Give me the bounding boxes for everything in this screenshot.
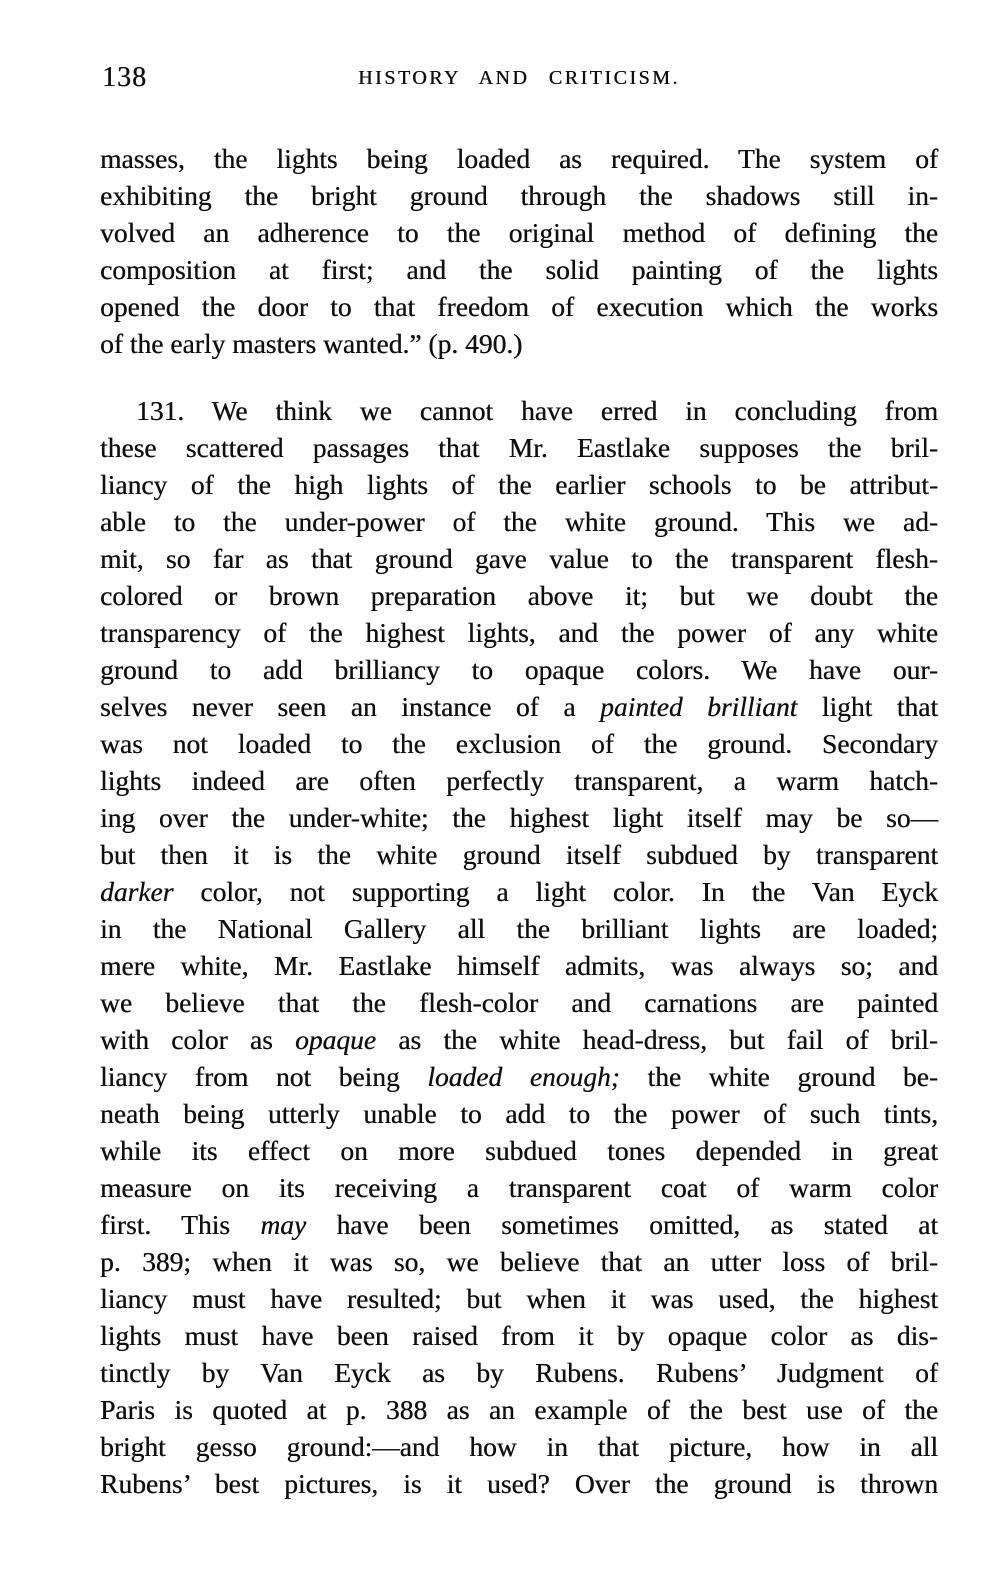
italic-text-segment: opaque	[295, 1024, 376, 1055]
text-segment: colored or brown preparation above it; but we doubt the	[100, 580, 938, 611]
text-line	[100, 1317, 938, 1354]
running-head: HISTORY AND CRITICISM.	[358, 67, 680, 89]
text-line	[100, 392, 938, 429]
text-segment: with color as	[100, 1024, 296, 1055]
italic-text-segment: loaded enough;	[427, 1061, 620, 1092]
text-segment: exhibiting the bright ground through the shadows still in-	[100, 180, 938, 211]
text-segment: lights indeed are often perfectly transparent, a warm hatch-	[100, 765, 938, 796]
text-line	[100, 1354, 938, 1391]
text-line	[100, 288, 938, 325]
text-line	[100, 140, 938, 177]
text-segment: p. 389; when it was so, we believe that an utter loss of bril-	[100, 1246, 938, 1277]
text-line	[100, 577, 938, 614]
text-segment: composition at first; and the solid painting of the lights	[100, 254, 938, 285]
text-segment: measure on its receiving a transparent coat of warm color	[100, 1172, 938, 1203]
text-segment: we believe that the flesh-color and carnations are painted	[100, 987, 938, 1018]
text-segment: able to the under-power of the white ground. This we ad-	[100, 506, 938, 537]
page-header	[100, 62, 938, 96]
text-segment: but then it is the white ground itself subdued by transparent	[100, 839, 938, 870]
text-line	[100, 1391, 938, 1428]
text-line	[100, 429, 938, 466]
text-segment: liancy from not being	[100, 1061, 428, 1092]
text-line	[100, 799, 938, 836]
text-line	[100, 947, 938, 984]
text-line	[100, 1280, 938, 1317]
text-line	[100, 1169, 938, 1206]
text-line	[100, 1465, 938, 1502]
text-segment: selves never seen an instance of a	[100, 691, 601, 722]
text-segment: transparency of the highest lights, and the power of any white	[100, 617, 938, 648]
text-line	[100, 984, 938, 1021]
text-segment: these scattered passages that Mr. Eastlake supposes the bril-	[100, 432, 938, 463]
text-line	[100, 1132, 938, 1169]
text-column	[100, 62, 938, 1502]
text-line	[100, 836, 938, 873]
text-segment: light that	[797, 691, 938, 722]
text-segment: ground to add brilliancy to opaque colors. We have our-	[100, 654, 938, 685]
text-segment: Paris is quoted at p. 388 as an example of the best use of the	[100, 1394, 938, 1425]
text-segment: opened the door to that freedom of execution which the works	[100, 291, 938, 322]
text-line	[100, 762, 938, 799]
italic-text-segment: darker	[100, 876, 174, 907]
paragraph	[100, 392, 938, 1502]
text-segment: liancy of the high lights of the earlier schools to be attribut-	[100, 469, 938, 500]
body-text	[100, 140, 938, 1502]
text-line	[100, 503, 938, 540]
text-line	[100, 1095, 938, 1132]
text-segment: was not loaded to the exclusion of the ground. Secondary	[100, 728, 938, 759]
text-segment: while its effect on more subdued tones depended in great	[100, 1135, 938, 1166]
text-segment: neath being utterly unable to add to the power of such tints,	[100, 1098, 938, 1129]
text-segment: 131. We think we cannot have erred in concluding from	[136, 395, 938, 426]
text-line	[100, 725, 938, 762]
text-line	[100, 910, 938, 947]
text-line	[100, 1206, 938, 1243]
text-segment: volved an adherence to the original method of defining the	[100, 217, 938, 248]
text-segment: first. This	[100, 1209, 261, 1240]
text-line	[100, 1243, 938, 1280]
text-line	[100, 688, 938, 725]
text-line	[100, 1428, 938, 1465]
text-line	[100, 214, 938, 251]
text-line	[100, 177, 938, 214]
text-line	[100, 466, 938, 503]
text-segment: in the National Gallery all the brilliant lights are loaded;	[100, 913, 938, 944]
text-segment: color, not supporting a light color. In the Van Eyck	[173, 876, 938, 907]
paragraph	[100, 140, 938, 362]
text-segment: tinctly by Van Eyck as by Rubens. Rubens’ Judgment of	[100, 1357, 938, 1388]
text-segment: lights must have been raised from it by opaque color as dis-	[100, 1320, 938, 1351]
text-line	[100, 651, 938, 688]
text-line	[100, 251, 938, 288]
italic-text-segment: painted brilliant	[600, 691, 798, 722]
text-segment: of the early masters wanted.” (p. 490.)	[100, 328, 523, 359]
text-segment: have been sometimes omitted, as stated at	[306, 1209, 938, 1240]
page-number: 138	[102, 62, 147, 93]
text-line	[100, 540, 938, 577]
text-segment: mit, so far as that ground gave value to the transparent flesh-	[100, 543, 938, 574]
text-line	[100, 325, 938, 362]
text-segment: mere white, Mr. Eastlake himself admits, was always so; and	[100, 950, 938, 981]
text-segment: the white ground be-	[619, 1061, 938, 1092]
text-segment: liancy must have resulted; but when it was used, the highest	[100, 1283, 938, 1314]
text-segment: bright gesso ground:—and how in that picture, how in all	[100, 1431, 938, 1462]
text-line	[100, 1058, 938, 1095]
text-line	[100, 1021, 938, 1058]
text-segment: Rubens’ best pictures, is it used? Over the ground is thrown	[100, 1468, 938, 1499]
text-segment: ing over the under-white; the highest light itself may be so—	[100, 802, 938, 833]
text-line	[100, 614, 938, 651]
text-line	[100, 873, 938, 910]
text-segment: as the white head-dress, but fail of bril-	[375, 1024, 938, 1055]
italic-text-segment: may	[260, 1209, 307, 1240]
text-segment: masses, the lights being loaded as required. The system of	[100, 143, 938, 174]
